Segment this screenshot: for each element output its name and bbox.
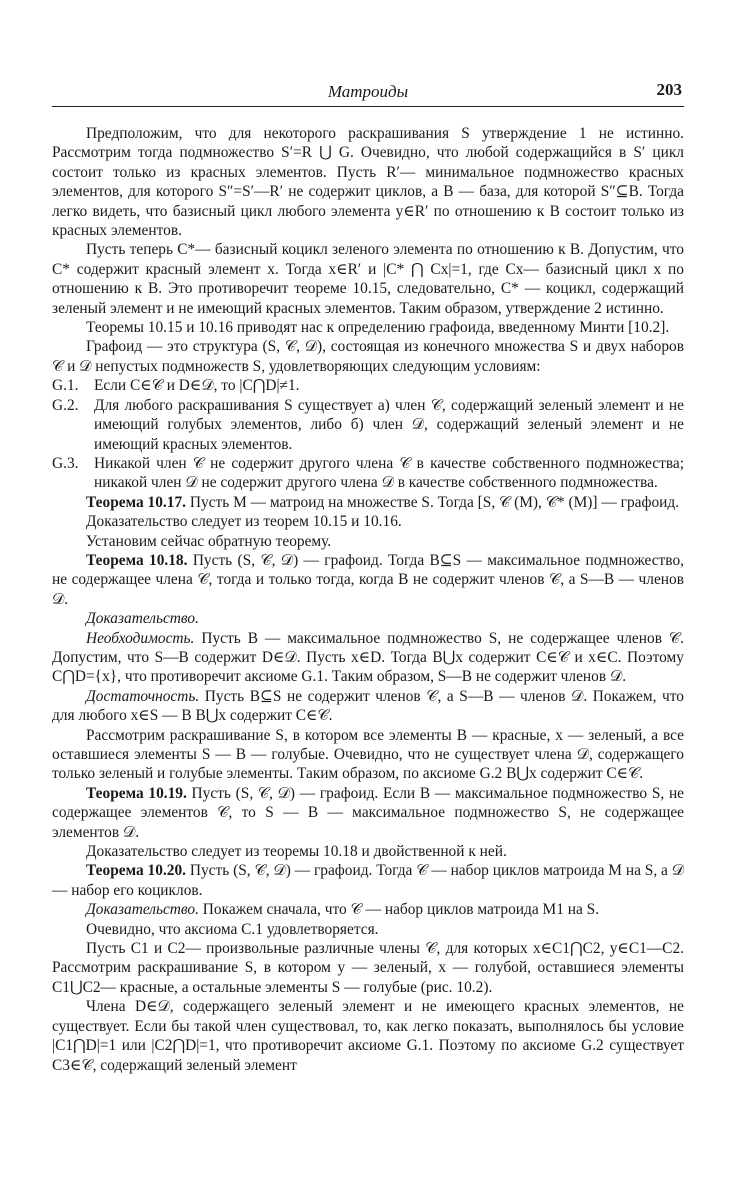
theorem-10-19 — [52, 784, 684, 842]
axiom-text: Никакой член 𝒞 не содержит другого члена 𝒞 в качестве собственного подмножества; никакой член 𝒟 не содержит другого члена 𝒟 в качестве собственного подмножества. — [94, 454, 684, 492]
theorem-label: Теорема 10.17. — [86, 493, 186, 511]
proof-paragraph — [52, 900, 684, 919]
paragraph: Очевидно, что аксиома C.1 удовлетворяется. — [86, 920, 379, 938]
page-body — [52, 124, 684, 1075]
theorem-10-17 — [52, 493, 684, 512]
paragraph: Члена D∈𝒟, содержащего зеленый элемент и не имеющего красных элементов, не существует. Если бы такой член существовал, то, как легко показать, выполнялось бы условие |C1⋂D|=1 или |C2⋂D|=1, что противоречит аксиоме G.1. Поэтому по аксиоме G.2 существует C3∈𝒞, содержащий зеленый элемент — [52, 998, 684, 1074]
paragraph: Предположим, что для некоторого раскрашивания S утверждение 1 не истинно. Рассмотрим тогда подмножество S′=R ⋃ G. Очевидно, что любой содержащийся в S′ цикл состоит только из красных элементов. Пусть R′— минимальное подмножество красных элементов, для которого S″=S′—R′ не содержит циклов, а B — база, для которой S″⊆B. Тогда легко видеть, что базисный цикл любого элемента y∈R′ по отношению к B состоит только из красных элементов. — [52, 125, 684, 240]
page-header — [52, 80, 684, 107]
axiom-text: Если C∈𝒞 и D∈𝒟, то |C⋂D|≠1. — [94, 377, 300, 395]
theorem-label: Теорема 10.19. — [86, 784, 187, 802]
theorem-10-18 — [52, 551, 684, 609]
paragraph: Доказательство следует из теорем 10.15 и 10.16. — [86, 513, 402, 531]
paragraph: Рассмотрим раскрашивание S, в котором все элементы B — красные, x — зеленый, а все оставшиеся элементы S — B — голубые. Очевидно, что не существует члена 𝒟, содержащего только зеленый и голубые элементы. Таким образом, по аксиоме G.2 B⋃x содержит C∈𝒞. — [52, 726, 684, 783]
paragraph: Доказательство следует из теоремы 10.18 и двойственной к ней. — [86, 843, 507, 861]
theorem-text: Пусть (S, 𝒞, 𝒟) — графоид. Если B — максимальное подмножество S, не содержащее элементов 𝒞, то S — B — максимальное подмножество S, не содержащее элементов 𝒟. — [52, 784, 685, 841]
necessity-paragraph — [52, 629, 684, 687]
theorem-label: Теорема 10.20. — [86, 862, 187, 880]
axiom-text: Для любого раскрашивания S существует а) член 𝒞, содержащий зеленый элемент и не имеющий голубых элементов, либо б) член 𝒟, содержащий зеленый элемент и не имеющий красных элементов. — [94, 396, 684, 453]
paragraph: Теоремы 10.15 и 10.16 приводят нас к определению графоида, введенному Минти [10.2]. — [86, 319, 670, 337]
sufficiency-label: Достаточность. — [86, 687, 200, 705]
axiom-g2 — [52, 396, 684, 454]
theorem-10-20 — [52, 861, 684, 900]
theorem-text: Пусть (S, 𝒞, 𝒟) — графоид. Тогда 𝒞 — набор циклов матроида M на S, а 𝒟 — набор его коциклов. — [52, 862, 685, 899]
proof-label: Доказательство. — [86, 610, 199, 628]
paragraph: Пусть C1 и C2— произвольные различные члены 𝒞, для которых x∈C1⋂C2, y∈C1—C2. Рассмотрим раскрашивание S, в котором y — зеленый, x — голубой, оставшиеся элементы C1⋃C2— красные, а остальные элементы S — голубые (рис. 10.2). — [52, 940, 684, 996]
sufficiency-text: Пусть B⊆S не содержит членов 𝒞, а S—B — членов 𝒟. Покажем, что для любого x∈S — B B⋃x содержит C∈𝒞. — [52, 687, 684, 725]
theorem-text: Пусть M — матроид на множестве S. Тогда [S, 𝒞 (M), 𝒞* (M)] — графоид. — [186, 493, 680, 511]
paragraph: Пусть теперь C*— базисный коцикл зеленого элемента по отношению к B. Допустим, что C* содержит красный элемент x. Тогда x∈R′ и |C* ⋂ Cx|=1, где Cx— базисный цикл x по отношению к B. Это противоречит теореме 10.15, следовательно, C* — коцикл, содержащий зеленый элемент и не имеющий красных элементов. Таким образом, утверждение 2 истинно. — [52, 241, 684, 317]
axiom-g3 — [52, 454, 684, 493]
sufficiency-paragraph — [52, 687, 684, 726]
page-number: 203 — [656, 80, 682, 99]
theorem-text: Пусть (S, 𝒞, 𝒟) — графоид. Тогда B⊆S — максимальное подмножество, не содержащее члена 𝒞, тогда и только тогда, когда B не содержит членов 𝒞, а S—B — членов 𝒟. — [52, 551, 684, 608]
axiom-label: G.2. — [52, 396, 79, 414]
necessity-text: Пусть B — максимальное подмножество S, не содержащее членов 𝒞. Допустим, что S—B содержит D∈𝒟. Пусть x∈D. Тогда B⋃x содержит C∈𝒞 и x∈C. Поэтому C⋂D={x}, что противоречит аксиоме G.1. Таким образом, S—B не содержит членов 𝒟. — [52, 629, 684, 686]
theorem-label: Теорема 10.18. — [86, 551, 188, 569]
paragraph: Графоид — это структура (S, 𝒞, 𝒟), состоящая из конечного множества S и двух наборов 𝒞 и 𝒟 непустых подмножеств S, удовлетворяющих следующим условиям: — [52, 338, 684, 375]
axiom-label: G.1. — [52, 377, 79, 395]
paragraph: Установим сейчас обратную теорему. — [86, 532, 332, 550]
necessity-label: Необходимость. — [86, 629, 195, 647]
running-title: Матроиды — [327, 82, 409, 101]
proof-label: Доказательство. — [86, 901, 199, 919]
axiom-label: G.3. — [52, 454, 79, 472]
proof-text: Покажем сначала, что 𝒞 — набор циклов матроида M1 на S. — [198, 901, 600, 919]
axiom-g1 — [52, 376, 684, 395]
